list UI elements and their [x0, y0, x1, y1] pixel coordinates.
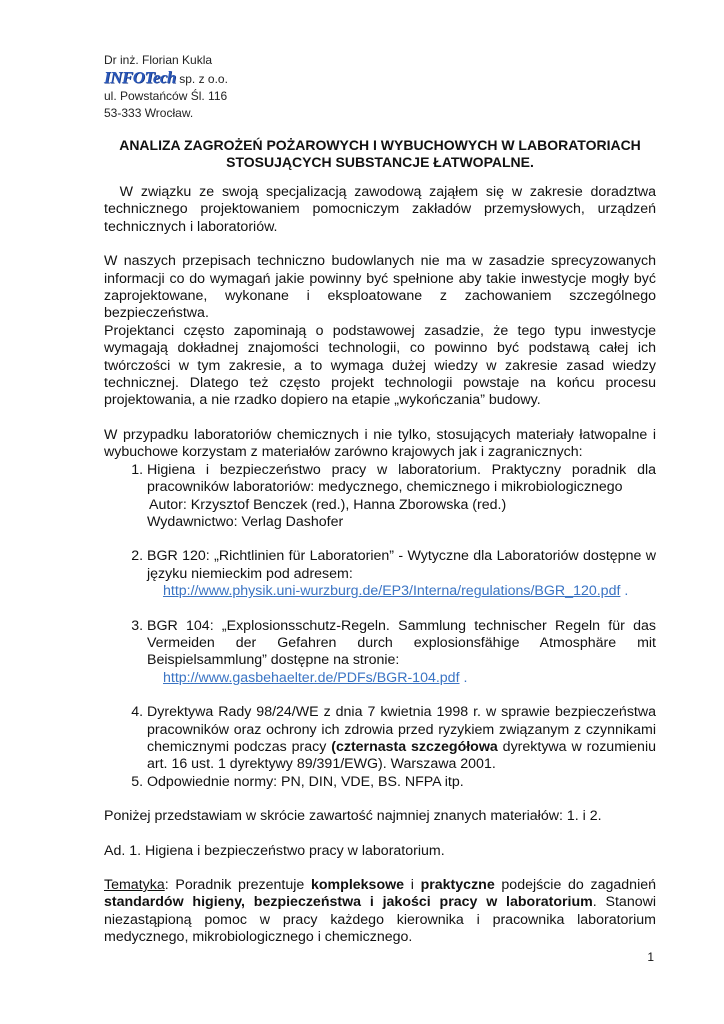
company-logo: INFOTech: [104, 68, 176, 87]
document-body: [104, 184, 660, 947]
list-item: 3. BGR 104: „Explosionsschutz-Regeln. Sammlung technischer Regeln für das Vermeiden der Gefahren durch explosionsfähige Atmosphäre mit Beispielsammlung” dostępne na stronie: http://www.gasbehaelter.de/PDFs/BGR-104.pdf .: [147, 618, 656, 688]
author-name: Dr inż. Florian Kukla: [104, 53, 213, 67]
bgr120-link[interactable]: http://www.physik.uni-wurzburg.de/EP3/Interna/regulations/BGR_120.pdf: [163, 583, 621, 600]
paragraph-sources: W przypadku laboratoriów chemicznych i nie tylko, stosujących materiały łatwopalne i wybuchowe korzystam z materiałów zarówno krajowych jak i zagranicznych:: [104, 426, 656, 461]
paragraph-regulations: W naszych przepisach techniczno budowlanych nie ma w zasadzie sprecyzowanych informacji co do wymagań jakie powinny być spełnione aby takie inwestycje mogły być zaprojektowane, wykonane i eksploatowane z zachowaniem szczególnego bezpieczeństwa.: [104, 253, 656, 322]
paragraph-intro: W związku ze swoją specjalizacją zawodową zająłem się w zakresie doradztwa technicznego projektowaniem pomocniczym zakładów przemysłowych, urządzeń technicznych i laboratoriów.: [104, 184, 660, 235]
book-publisher: Wydawnictwo: Verlag Dashofer: [147, 513, 344, 530]
paragraph-summary: Poniżej przedstawiam w skrócie zawartość najmniej znanych materiałów: 1. i 2.: [104, 808, 602, 825]
company-line: [104, 69, 228, 88]
document-title: ANALIZA ZAGROŻEŃ POŻAROWYCH I WYBUCHOWYCH W LABORATORIACH STOSUJĄCYCH SUBSTANCJE ŁATWOPALNE.: [119, 137, 641, 170]
list-item: 2. BGR 120: „Richtlinien für Laboratorien” - Wytyczne dla Laboratoriów dostępne w języku niemieckim pod adresem: http://www.physik.uni-wurzburg.de/EP3/Interna/regulations/BGR_120.pdf .: [147, 548, 656, 600]
bgr104-link[interactable]: http://www.gasbehaelter.de/PDFs/BGR-104.pdf: [163, 669, 460, 686]
page-number: 1: [647, 950, 654, 964]
paragraph-topics: Tematyka: Poradnik prezentuje kompleksowe i praktyczne podejście do zagadnień standardów higieny, bezpieczeństwa i jakości pracy w laboratorium. Stanowi niezastąpioną pomoc w pracy każdego kierownika i pracownika laboratorium medycznego, mikrobiologicznego i chemicznego.: [104, 877, 656, 946]
company-suffix: sp. z o.o.: [175, 72, 228, 86]
sources-list: [104, 462, 656, 792]
address-city: 53-333 Wrocław.: [104, 106, 194, 120]
letterhead: [104, 52, 228, 122]
paragraph-ad1: Ad. 1. Higiena i bezpieczeństwo pracy w laboratorium.: [104, 842, 445, 859]
topics-label: Tematyka: [104, 877, 165, 893]
book-author: Autor: Krzysztof Benczek (red.), Hanna Zborowska (red.): [149, 496, 507, 513]
address-street: ul. Powstańców Śl. 116: [104, 89, 228, 103]
list-item: 1. Higiena i bezpieczeństwo pracy w laboratorium. Praktyczny poradnik dla pracowników laboratoriów: medycznego, chemicznego i mikrobiologicznego Autor: Krzysztof Benczek (red.), Hanna Zborowska (red.) Wydawnictwo: Verlag Dashofer: [147, 462, 656, 532]
list-item: 5. Odpowiednie normy: PN, DIN, VDE, BS. NFPA itp.: [147, 774, 656, 791]
list-item: 4. Dyrektywa Rady 98/24/WE z dnia 7 kwietnia 1998 r. w sprawie bezpieczeństwa pracowników oraz ochrony ich zdrowia przed ryzykiem związanym z czynnikami chemicznymi podczas pracy (czternasta szczegółowa dyrektywa w rozumieniu art. 16 ust. 1 dyrektywy 89/391/EWG). Warszawa 2001.: [147, 704, 656, 774]
paragraph-designers: Projektanci często zapominają o podstawowej zasadzie, że tego typu inwestycje wymagają dokładnej znajomości technologii, co powinno być podstawą całej ich twórczości w tym zakresie, a to wymaga dużej wiedzy w zakresie zasad wiedzy technicznej. Dlatego też często projekt technologii powstaje na końcu procesu projektowania, a nie rzadko dopiero na etapie „wykończania” budowy.: [104, 322, 656, 409]
